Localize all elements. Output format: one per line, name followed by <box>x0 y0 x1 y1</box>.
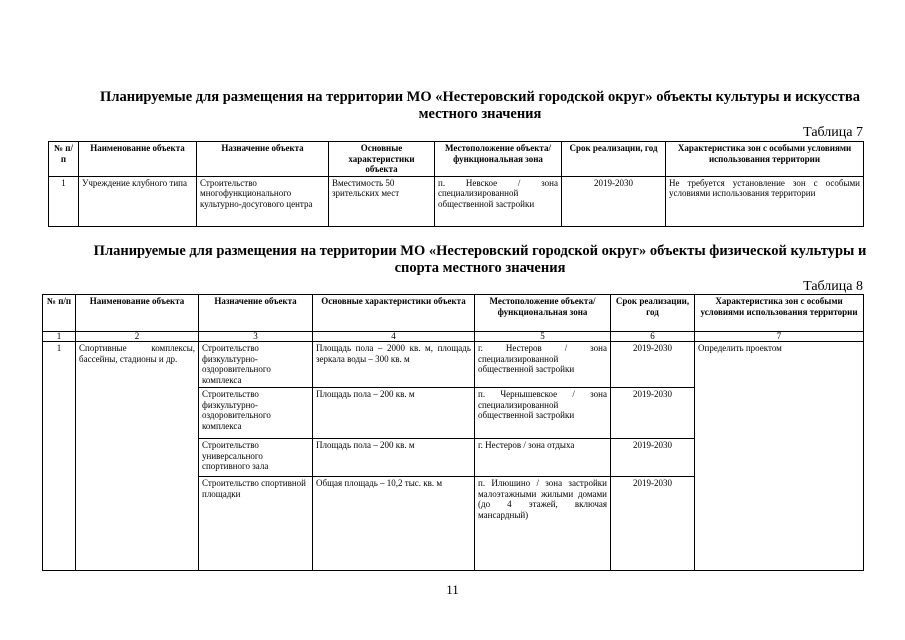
row-location: г. Нестеров / зона отдыха <box>475 439 611 477</box>
table8 <box>42 294 864 571</box>
row-num: 1 <box>43 342 76 571</box>
row-purpose: Строительство многофункционального культурно-досугового центра <box>197 176 329 226</box>
column-number: 4 <box>313 332 475 342</box>
row-term: 2019-2030 <box>611 342 695 388</box>
row-term: 2019-2030 <box>611 388 695 439</box>
row-purpose: Строительство универсального спортивного зала <box>199 439 313 477</box>
header-location: Местоположение объекта/ функциональная зона <box>475 295 611 332</box>
row-characteristics: Общая площадь – 10,2 тыс. кв. м <box>313 477 475 571</box>
header-name: Наименование объекта <box>79 142 197 177</box>
table7-title: Планируемые для размещения на территории МО «Нестеровский городской округ» объекты культуры и искусства местного значения <box>100 89 860 122</box>
row-purpose: Строительство физкультурно-оздоровительного комплекса <box>199 388 313 439</box>
row-term: 2019-2030 <box>611 477 695 571</box>
column-number: 5 <box>475 332 611 342</box>
table-row <box>49 176 864 226</box>
header-name: Наименование объекта <box>76 295 199 332</box>
header-purpose: Назначение объекта <box>199 295 313 332</box>
table-row <box>43 342 864 388</box>
column-number-row <box>43 332 864 342</box>
header-purpose: Назначение объекта <box>197 142 329 177</box>
header-term: Срок реализации, год <box>611 295 695 332</box>
row-purpose: Строительство спортивной площадки <box>199 477 313 571</box>
row-name: Учреждение клубного типа <box>79 176 197 226</box>
column-number: 3 <box>199 332 313 342</box>
row-zones: Определить проектом <box>695 342 864 571</box>
row-location: п. Невское / зона специализированной общественной застройки <box>435 176 562 226</box>
column-number: 7 <box>695 332 864 342</box>
row-characteristics: Вместимость 50 зрительских мест <box>329 176 435 226</box>
row-purpose: Строительство физкультурно-оздоровительного комплекса <box>199 342 313 388</box>
row-characteristics: Площадь пола – 2000 кв. м, площадь зеркала воды – 300 кв. м <box>313 342 475 388</box>
table7-header-row <box>49 142 864 177</box>
row-characteristics: Площадь пола – 200 кв. м <box>313 439 475 477</box>
row-zones: Не требуется установление зон с особыми условиями использования территории <box>666 176 864 226</box>
row-term: 2019-2030 <box>611 439 695 477</box>
header-num: № п/п <box>49 142 79 177</box>
table8-caption: Таблица 8 <box>803 279 863 294</box>
row-location: г. Нестеров / зона специализированной общественной застройки <box>475 342 611 388</box>
column-number: 1 <box>43 332 76 342</box>
column-number: 2 <box>76 332 199 342</box>
page-number: 11 <box>446 582 459 597</box>
row-characteristics: Площадь пола – 200 кв. м <box>313 388 475 439</box>
table7 <box>48 141 864 227</box>
column-number: 6 <box>611 332 695 342</box>
table7-caption: Таблица 7 <box>803 125 863 140</box>
row-num: 1 <box>49 176 79 226</box>
row-location: п. Илюшино / зона застройки малоэтажными жилыми домами (до 4 этажей, включая мансардный) <box>475 477 611 571</box>
table8-title: Планируемые для размещения на территории МО «Нестеровский городской округ» объекты физической культуры и спорта местного значения <box>93 243 867 276</box>
header-location: Местоположение объекта/ функциональная зона <box>435 142 562 177</box>
header-num: № п/п <box>43 295 76 332</box>
header-characteristics: Основные характеристики объекта <box>313 295 475 332</box>
header-zones: Характеристика зон с особыми условиями использования территории <box>666 142 864 177</box>
row-name: Спортивные комплексы, бассейны, стадионы и др. <box>76 342 199 571</box>
row-location: п. Чернышевское / зона специализированной общественной застройки <box>475 388 611 439</box>
header-characteristics: Основные характеристики объекта <box>329 142 435 177</box>
header-zones: Характеристика зон с особыми условиями использования территории <box>695 295 864 332</box>
table8-header-row <box>43 295 864 332</box>
row-term: 2019-2030 <box>562 176 666 226</box>
header-term: Срок реализации, год <box>562 142 666 177</box>
